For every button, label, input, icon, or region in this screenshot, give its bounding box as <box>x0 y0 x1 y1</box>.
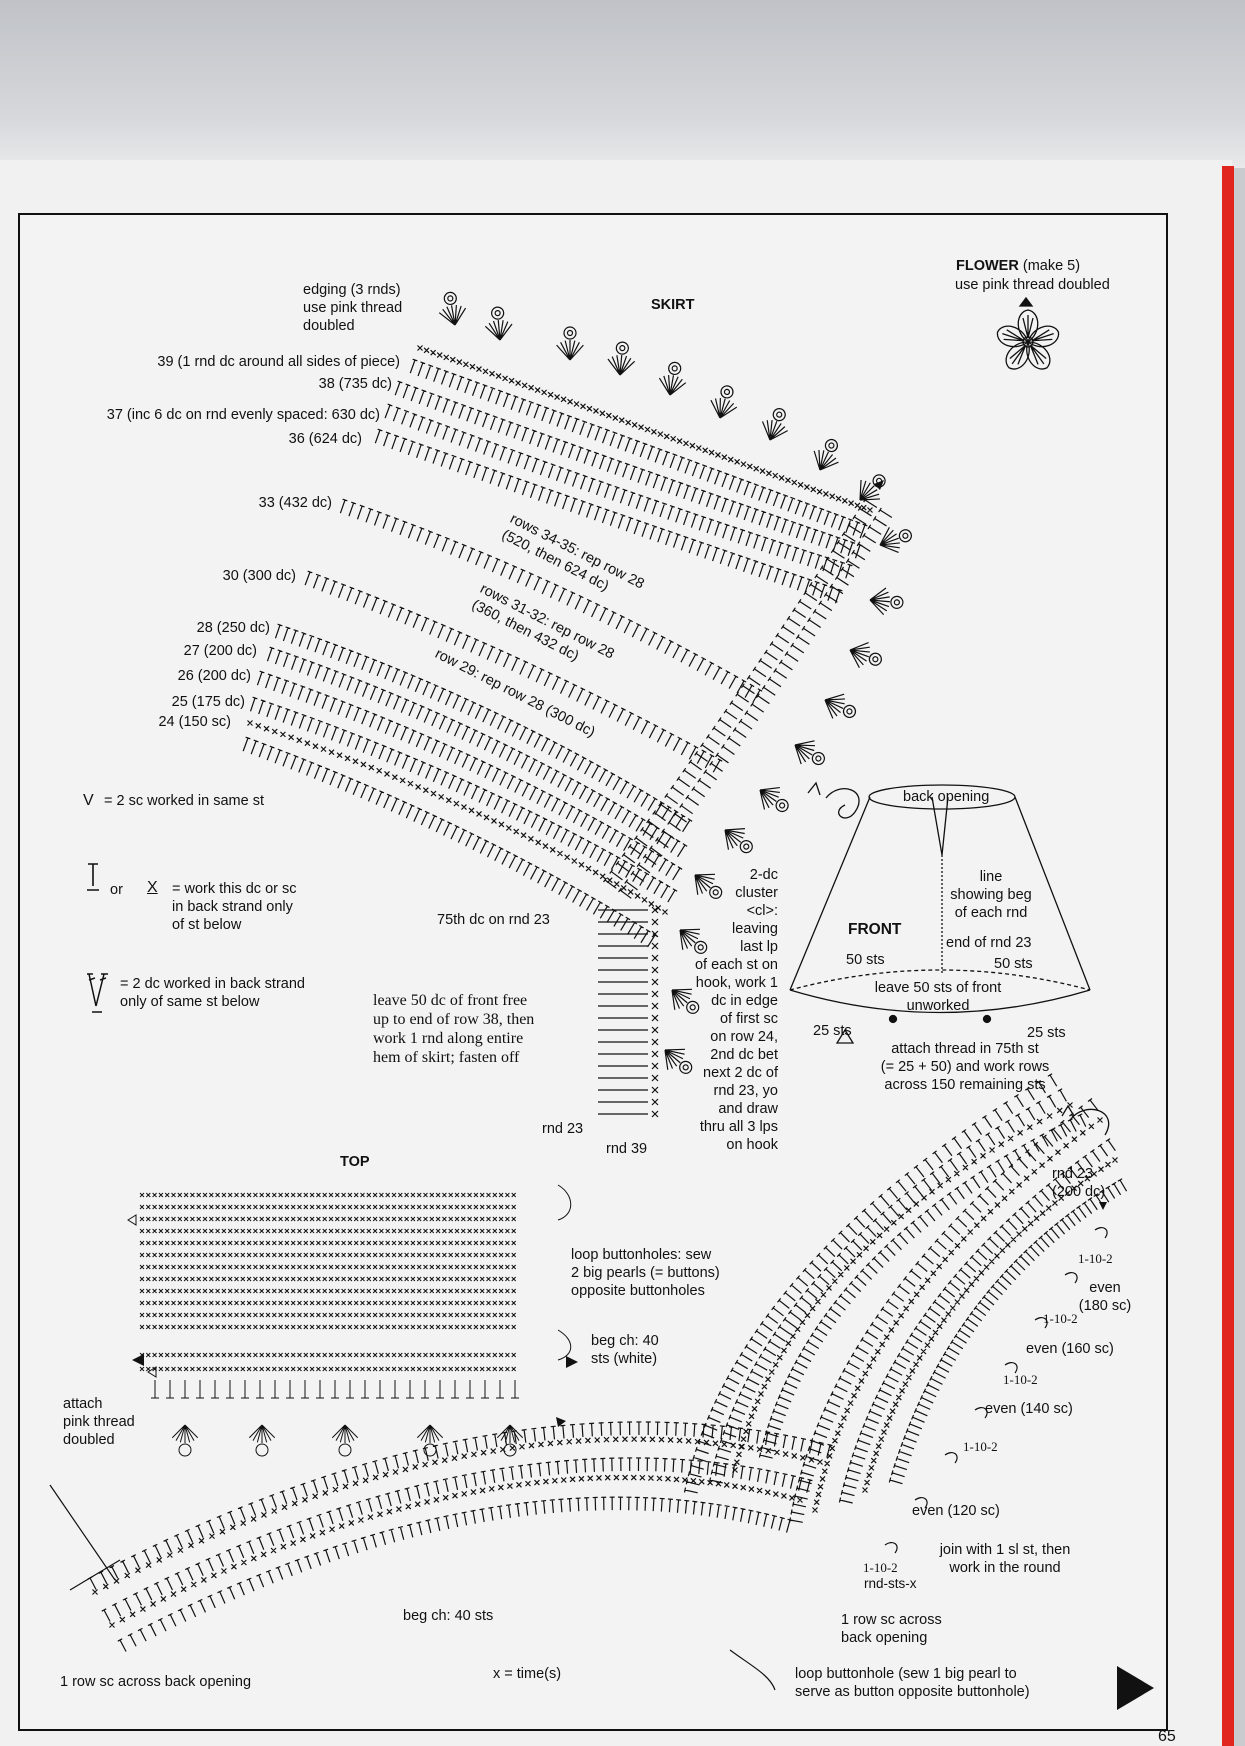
legend-or: or <box>110 882 123 898</box>
inc-label-1: 1-10-2 <box>1078 1251 1113 1266</box>
bodice-chart <box>50 1074 1127 1690</box>
flower-count: (make 5) <box>1022 258 1081 274</box>
inc-label-3: 1-10-2 <box>1003 1372 1038 1387</box>
page-number: 65 <box>1158 1728 1176 1745</box>
loop-buttonholes-note: loop buttonholes: sew 2 big pearls (= buttons) opposite buttonholes <box>571 1247 720 1299</box>
inc-label-2: 1-10-2 <box>1043 1311 1078 1326</box>
legend-back-strand-text: = work this dc or sc in back strand only of st below <box>172 881 297 933</box>
top-beg-ch-note: beg ch: 40 sts (white) <box>591 1333 659 1367</box>
bodice-beg-ch-label: beg ch: 40 sts <box>403 1608 494 1624</box>
row-28-label: 28 (250 dc) <box>196 620 270 636</box>
row-24-label: 24 (150 sc) <box>158 714 231 730</box>
leave-50-note: leave 50 dc of front free up to end of row 38, then work 1 rnd along entire hem of skirt; fasten off <box>373 992 535 1066</box>
row-sc-left-note: 1 row sc across back opening <box>60 1674 252 1690</box>
row-30-label: 30 (300 dc) <box>222 568 296 584</box>
row-39-label: 39 (1 rnd dc around all sides of piece) <box>157 354 400 370</box>
even-160-label: even (160 sc) <box>1026 1341 1114 1357</box>
times-legend: x = time(s) <box>493 1666 562 1682</box>
row-36-label: 36 (624 dc) <box>288 431 362 447</box>
legend-v-symbol: V <box>83 792 94 809</box>
rows-34-35-note: rows 34-35: rep row 28 (520, then 624 dc) <box>499 510 647 595</box>
top-chart <box>140 1185 571 1456</box>
sts-50-right: 50 sts <box>994 956 1033 972</box>
row-25-label: 25 (175 dc) <box>171 694 245 710</box>
attach-pink-note: attach pink thread doubled <box>63 1396 135 1448</box>
flower-note: use pink thread doubled <box>955 277 1110 293</box>
sts-50-left: 50 sts <box>846 952 885 968</box>
skirt-title: SKIRT <box>651 297 695 313</box>
next-page-arrow <box>1117 1666 1154 1710</box>
rnd-23-label: rnd 23 <box>542 1121 584 1137</box>
rows-31-32-note: rows 31-32: rep row 28 (360, then 432 dc) <box>469 580 617 665</box>
even-140-label: even (140 sc) <box>985 1401 1073 1417</box>
end-rnd-23-label: end of rnd 23 <box>946 935 1032 951</box>
legend-2dc-back-strand-icon <box>86 970 112 1014</box>
line-note: line showing beg of each rnd <box>950 869 1032 921</box>
even-120-label: even (120 sc) <box>912 1503 1000 1519</box>
sts-25-left: 25 sts <box>813 1023 852 1039</box>
inc-label-4: 1-10-2 <box>963 1439 998 1454</box>
row-29-note: row 29: rep row 28 (300 dc) <box>432 645 598 741</box>
flower-title: FLOWER <box>956 258 1019 274</box>
dc75-label: 75th dc on rnd 23 <box>437 912 550 928</box>
edging-note: edging (3 rnds) use pink thread doubled <box>303 282 403 334</box>
legend-x-symbol: X <box>147 879 158 896</box>
join-note: join with 1 sl st, then work in the round <box>939 1542 1071 1576</box>
flower-title-line <box>956 257 1080 275</box>
row-33-label: 33 (432 dc) <box>258 495 332 511</box>
attach-thread-note: attach thread in 75th st (= 25 + 50) and work rows across 150 remaining sts <box>880 1041 1050 1093</box>
row-37-label: 37 (inc 6 dc on rnd evenly spaced: 630 dc) <box>106 407 380 423</box>
inc-label-5: 1-10-2 <box>863 1560 898 1575</box>
leave-front-note: leave 50 sts of front unworked <box>874 980 1002 1014</box>
row-26-label: 26 (200 dc) <box>177 668 251 684</box>
bodice-rnd-23-label: rnd 23 (200 dc) <box>1052 1166 1106 1200</box>
legend-2dc-text: = 2 dc worked in back strand only of same st below <box>120 976 305 1010</box>
row-38-label: 38 (735 dc) <box>318 376 392 392</box>
top-title: TOP <box>340 1154 370 1170</box>
sts-25-right: 25 sts <box>1027 1025 1066 1041</box>
flower-motif <box>995 298 1062 374</box>
row-sc-back-note: 1 row sc across back opening <box>841 1612 942 1646</box>
loop-buttonhole-note: loop buttonhole (sew 1 big pearl to serve as button opposite buttonhole) <box>795 1666 1030 1700</box>
back-opening-label: back opening <box>903 789 990 805</box>
even-180-label: even (180 sc) <box>1078 1280 1132 1314</box>
cluster-note: 2-dc cluster <cl>: leaving last lp of each st on hook, work 1 dc in edge of first sc on row 24, 2nd dc bet next 2 dc of rnd 23, yo and draw thru all 3 lps on hook <box>694 867 778 1153</box>
front-label: FRONT <box>848 921 902 938</box>
direction-markers <box>128 480 1154 1710</box>
rnd-sts-x-label: rnd-sts-x <box>864 1576 917 1591</box>
rnd-39-label: rnd 39 <box>606 1141 648 1157</box>
row-27-label: 27 (200 dc) <box>183 643 257 659</box>
legend-back-strand-dc-icon <box>84 862 104 892</box>
legend-v-text: = 2 sc worked in same st <box>104 793 264 809</box>
